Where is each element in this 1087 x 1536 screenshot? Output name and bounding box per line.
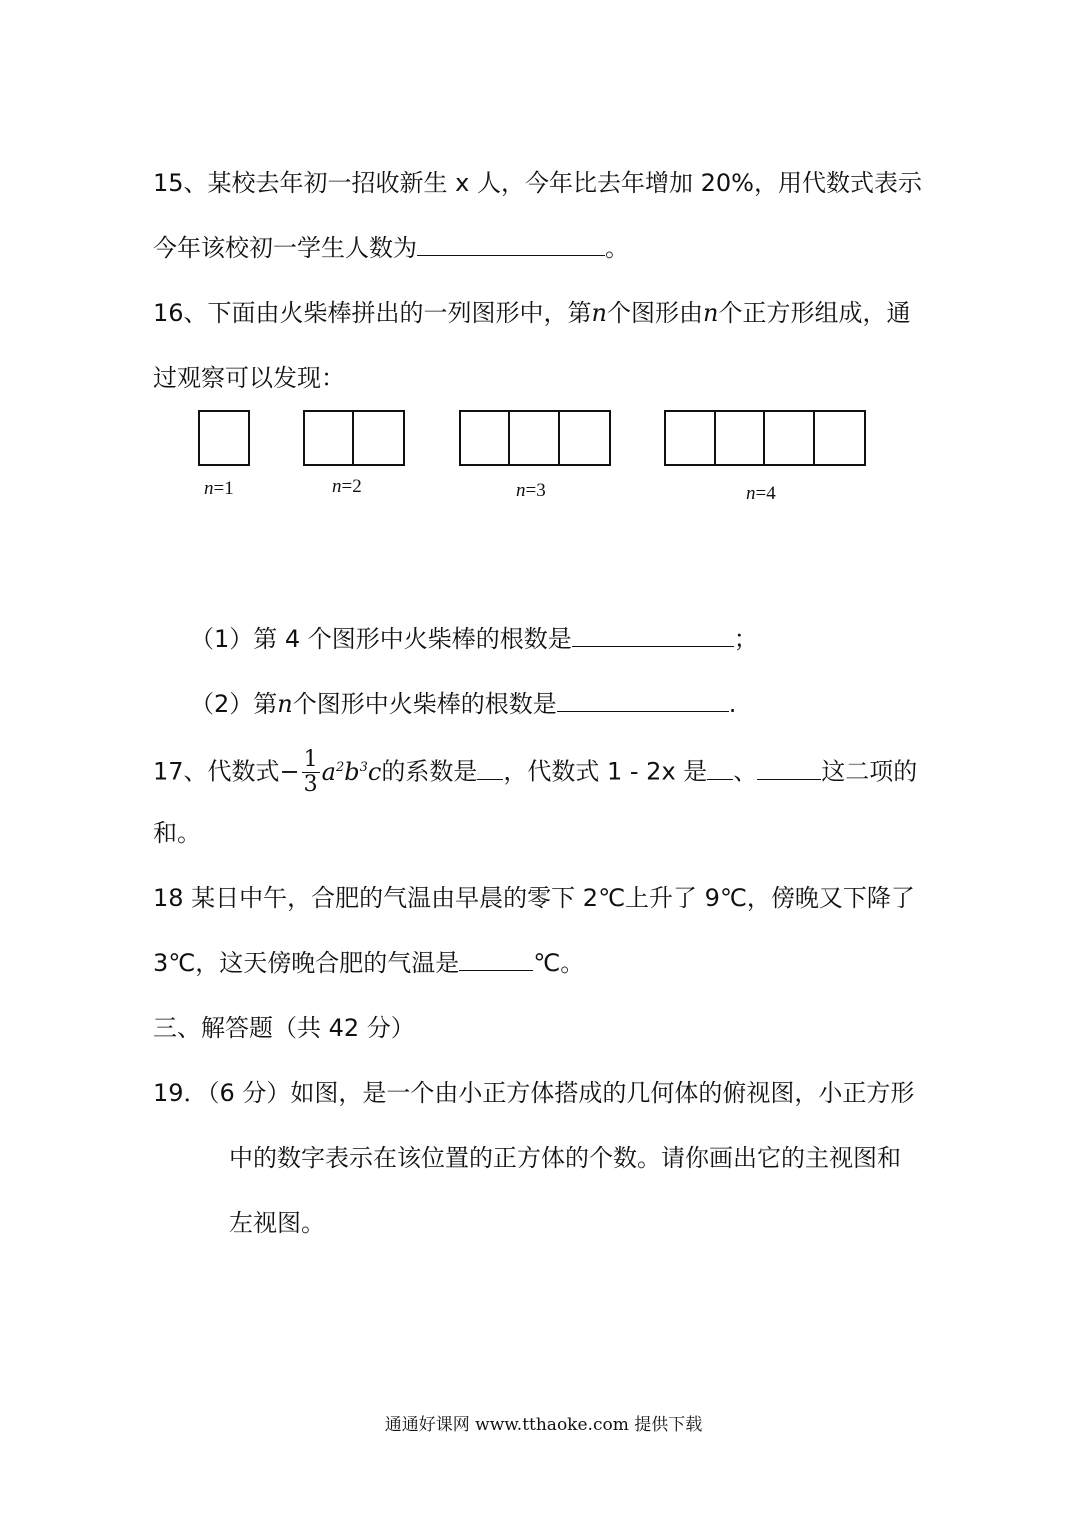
q15-line2-prefix: 今年该校初一学生人数为 (153, 234, 417, 262)
q16-sub2-blank[interactable] (557, 689, 729, 712)
q17-mid2: ，代数式 1 - 2x 是 (503, 757, 708, 786)
figure-2-label: n=2 (332, 476, 362, 497)
q17-mid4: 这二项的 (821, 757, 918, 786)
square (560, 412, 609, 464)
q16-line1 (153, 298, 910, 328)
q17-mid3: 、 (733, 757, 758, 786)
q15-answer-blank[interactable] (417, 233, 605, 256)
q17-line1 (153, 748, 917, 797)
q17-blank-term1[interactable] (707, 757, 733, 780)
q15-line2-suffix: 。 (605, 234, 629, 262)
q16-text-b: 个图形由 (607, 299, 704, 327)
q17-blank-coefficient[interactable] (477, 757, 503, 780)
square (200, 412, 248, 464)
q18-line1: 18 某日中午，合肥的气温由早晨的零下 2℃上升了 9℃，傍晚又下降了 (153, 884, 915, 912)
q16-text-a: 16、下面由火柴棒拼出的一列图形中，第 (153, 299, 592, 327)
q16-sub1-blank[interactable] (572, 624, 734, 647)
q15-line1: 15、某校去年初一招收新生 x 人，今年比去年增加 20%，用代数式表示 (153, 169, 922, 197)
q17-prefix: 17、代数式 (153, 757, 280, 786)
q16-sub1 (190, 624, 758, 654)
matchstick-figure-4 (664, 410, 866, 466)
q16-sub2-var-n: n (277, 690, 293, 718)
q16-sub2-suffix: . (728, 690, 737, 718)
q19-line2: 中的数字表示在该位置的正方体的个数。请你画出它的主视图和 (229, 1144, 901, 1172)
q17-blank-term2[interactable] (757, 757, 821, 780)
square (716, 412, 766, 464)
q17-line2: 和。 (153, 819, 201, 847)
square (305, 412, 354, 464)
q18-line2 (153, 948, 584, 978)
q17-mid1: 的系数是 (381, 757, 478, 786)
q15-line2 (153, 233, 629, 263)
q16-sub2 (190, 689, 736, 719)
square (461, 412, 510, 464)
section-3-heading: 三、解答题（共 42 分） (153, 1014, 415, 1042)
q16-line2: 过观察可以发现： (153, 364, 345, 392)
matchstick-figure-1 (198, 410, 250, 466)
figure-3-label: n=3 (516, 480, 546, 501)
square (510, 412, 559, 464)
q16-text-c: 个正方形组成，通 (718, 299, 911, 327)
q16-var-n-2: n (703, 299, 719, 327)
figure-4-label: n=4 (746, 483, 776, 504)
square (765, 412, 815, 464)
square (815, 412, 864, 464)
matchstick-figure-2 (303, 410, 405, 466)
q19-line1: 19．（6 分）如图，是一个由小正方体搭成的几何体的俯视图，小正方形 (153, 1079, 915, 1107)
q16-sub2-text-a: （2）第 (190, 690, 278, 718)
q17-monomial: $a^2b^3c$ (321, 757, 382, 786)
q18-line2-prefix: 3℃，这天傍晚合肥的气温是 (153, 949, 460, 977)
square (666, 412, 716, 464)
square (354, 412, 403, 464)
q16-var-n-1: n (591, 299, 608, 327)
q18-answer-blank[interactable] (459, 948, 533, 971)
q16-sub2-text-b: 个图形中火柴棒的根数是 (292, 690, 557, 718)
q16-sub1-suffix: ； (733, 625, 758, 653)
page-footer: 通通好课网 www.tthaoke.com 提供下载 (384, 1415, 703, 1435)
figure-1-label: n=1 (204, 478, 234, 499)
q17-fraction (302, 748, 320, 797)
q17-minus: − (279, 757, 300, 786)
q16-sub1-prefix: （1）第 4 个图形中火柴棒的根数是 (190, 625, 572, 653)
q19-line3: 左视图。 (229, 1209, 325, 1237)
matchstick-figure-3 (459, 410, 611, 466)
q17-frac-num: 1 (303, 747, 318, 772)
q17-frac-den: 3 (303, 772, 318, 797)
q18-line2-suffix: ℃。 (533, 949, 585, 977)
